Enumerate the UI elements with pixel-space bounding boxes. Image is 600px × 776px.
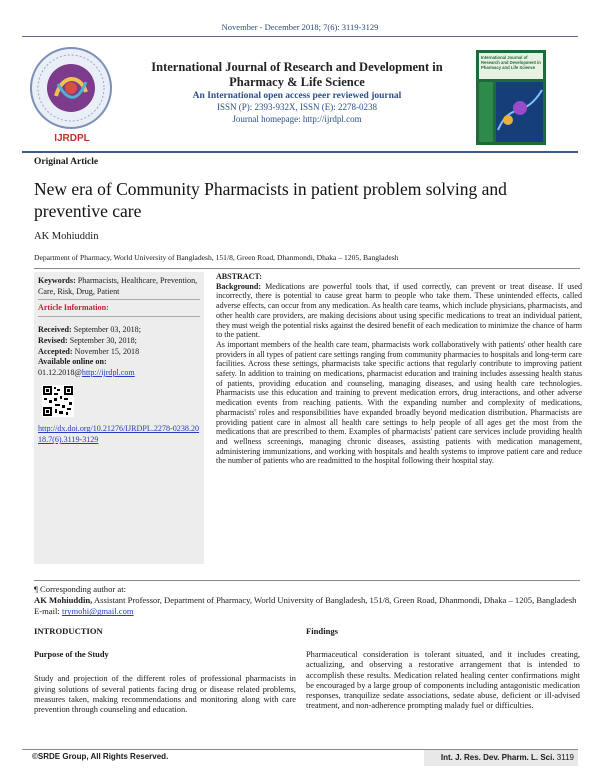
corresponding-author bbox=[34, 584, 580, 618]
header-top-rule bbox=[22, 36, 578, 37]
journal-homepage: Journal homepage: http://ijrdpl.com bbox=[232, 114, 362, 124]
corresponding-email bbox=[34, 606, 580, 617]
journal-cover bbox=[476, 50, 546, 145]
keywords-label: Keywords: bbox=[38, 276, 76, 285]
footer-citation bbox=[424, 750, 578, 766]
doi-link[interactable]: http://dx.doi.org/10.21276/IJRDPL.2278-0238.2018.7(6).3119-3129 bbox=[38, 424, 200, 445]
abstract-heading: ABSTRACT: bbox=[216, 272, 262, 281]
findings-column bbox=[306, 626, 580, 711]
header-bottom-rule bbox=[22, 151, 578, 153]
available-label: Available online on: bbox=[38, 357, 107, 367]
revised-label: Revised: bbox=[38, 335, 68, 345]
purpose-heading: Purpose of the Study bbox=[34, 650, 109, 660]
received bbox=[38, 325, 200, 336]
introduction-column bbox=[34, 626, 296, 715]
keywords bbox=[38, 276, 200, 297]
divider bbox=[34, 268, 580, 269]
abstract-paragraph-2: As important members of the health care team, pharmacists work collaboratively with patients' other health care providers in all types of patient care settings ranging from community pharmacies to hospitals and long-term care facilities. Across these settings, pharmacists take specific actions that regularly contribute to improving patient safety. In addition to training on medications, pharmacist education and training includes assessing health status of patients, providing education and counseling, managing diseases, and using health care technologies. Pharmacists use this education and training to prevent medication errors, drug interactions, and other adverse medication events from reaching patients. With the expanding number and complexity of medications, pharmacists' roles and responsibilities have expanded broadly beyond medication distribution. Pharmacists are providing patient care in almost all health care settings to help people of all ages get the most from the medications that are prescribed to them. Examples of pharmacists' patient care services include providing health and wellness screenings, managing chronic diseases, assisting patients with medication management, administering immunizations, and working with hospitals and health systems to improve patient care and reduce the number of patients who are readmitted to the hospital following their hospital stay. bbox=[216, 339, 582, 466]
background-label: Background: bbox=[216, 281, 262, 291]
article-type: Original Article bbox=[34, 157, 99, 167]
logo-text: IJRDPL bbox=[54, 133, 90, 144]
copyright: ©SRDE Group, All Rights Reserved. bbox=[32, 752, 169, 761]
available-online bbox=[38, 357, 200, 368]
article-info-panel bbox=[34, 272, 204, 564]
accepted-label: Accepted: bbox=[38, 346, 73, 356]
available-date bbox=[38, 368, 200, 379]
article-info-heading: Article Information: bbox=[38, 303, 109, 313]
divider bbox=[34, 580, 580, 581]
journal-info bbox=[122, 60, 472, 125]
author: AK Mohiuddin bbox=[34, 231, 99, 242]
findings-text: Pharmaceutical consideration is tolerant situated, and it includes creating, actualizing, and observing a restorative arrangement that is intended to accomplish these results. Medication related healing center confirmations might be encouraged by a large group of components including antagonistic medication responses, tranquilize sedate associations, sedate abuse, deficient or ill-advised treatment, and non-adherence prompting malady fuel or difficulties. bbox=[306, 650, 580, 711]
issn: ISSN (P): 2393-932X, ISSN (E): 2278-0238 bbox=[216, 102, 377, 112]
journal-title-line2: Pharmacy & Life Science bbox=[229, 75, 365, 89]
divider bbox=[38, 316, 200, 317]
page-number: 3119 bbox=[556, 753, 574, 762]
corresponding-name: AK Mohiuddin, bbox=[34, 595, 93, 606]
revised bbox=[38, 336, 200, 347]
journal-title-line1: International Journal of Research and Development in bbox=[151, 60, 443, 74]
available-date-text: 01.12.2018@ bbox=[38, 367, 82, 377]
cover-title: International Journal of Research and Development in Pharmacy and Life Science bbox=[481, 55, 541, 70]
available-link[interactable]: http://ijrdpl.com bbox=[81, 367, 135, 377]
divider bbox=[38, 299, 200, 300]
received-date: September 03, 2018; bbox=[73, 325, 141, 335]
introduction-heading: INTRODUCTION bbox=[34, 626, 103, 636]
corresponding-details bbox=[34, 595, 580, 606]
purpose-text: Study and projection of the different roles of professional pharmacists in giving solutions of several patients facing drug or disease related problems, measures taken, making recommendations and monitoring along with care prevention through counseling and education. bbox=[34, 674, 296, 715]
accepted-date: November 15, 2018 bbox=[74, 346, 140, 356]
revised-date: September 30, 2018; bbox=[69, 335, 137, 345]
findings-heading: Findings bbox=[306, 626, 339, 636]
abstract-text-1: Medications are powerful tools that, if used correctly, can prevent or treat disease. If used incorrectly, there is potential to cause great harm to people who take them. These unintended effects, called adverse effects, can occur from any medication. As health care teams, which include physicians, pharmacists, and other health care providers, are making decisions about using specific medications to treat an individual patient, they must weigh the potential risks against the desired benefit of each medication to minimize the chance of harm to the patient. bbox=[216, 281, 583, 340]
accepted bbox=[38, 347, 200, 358]
abstract-paragraph-1 bbox=[216, 282, 582, 340]
issue-line: November - December 2018; 7(6): 3119-3129 bbox=[221, 22, 379, 32]
corresponding-text: Assistant Professor, Department of Pharmacy, World University of Bangladesh, 151/8, Green Road, Dhanmondi, Dhaka – 1205, Bangladesh bbox=[93, 595, 577, 606]
corresponding-label: ¶ Corresponding author at: bbox=[34, 584, 126, 594]
journal-subtitle: An International open access peer reviewed journal bbox=[192, 91, 402, 101]
journal-abbrev: Int. J. Res. Dev. Pharm. L. Sci. bbox=[440, 753, 555, 762]
received-label: Received: bbox=[38, 325, 72, 335]
affiliation: Department of Pharmacy, World University of Bangladesh, 151/8, Green Road, Dhanmondi, Dhaka – 1205, Bangladesh bbox=[34, 253, 399, 262]
journal-logo bbox=[28, 44, 114, 152]
keywords-text: Pharmacists, Healthcare, Prevention, Care, Risk, Drug, Patient bbox=[38, 276, 198, 296]
abstract bbox=[216, 272, 582, 466]
paper-title: New era of Community Pharmacists in patient problem solving and preventive care bbox=[34, 179, 507, 221]
email-label: E-mail: bbox=[34, 606, 60, 617]
qr-code-icon[interactable] bbox=[42, 385, 74, 417]
email-link[interactable]: trymohi@gmail.com bbox=[61, 606, 134, 617]
journal-title bbox=[122, 60, 472, 90]
